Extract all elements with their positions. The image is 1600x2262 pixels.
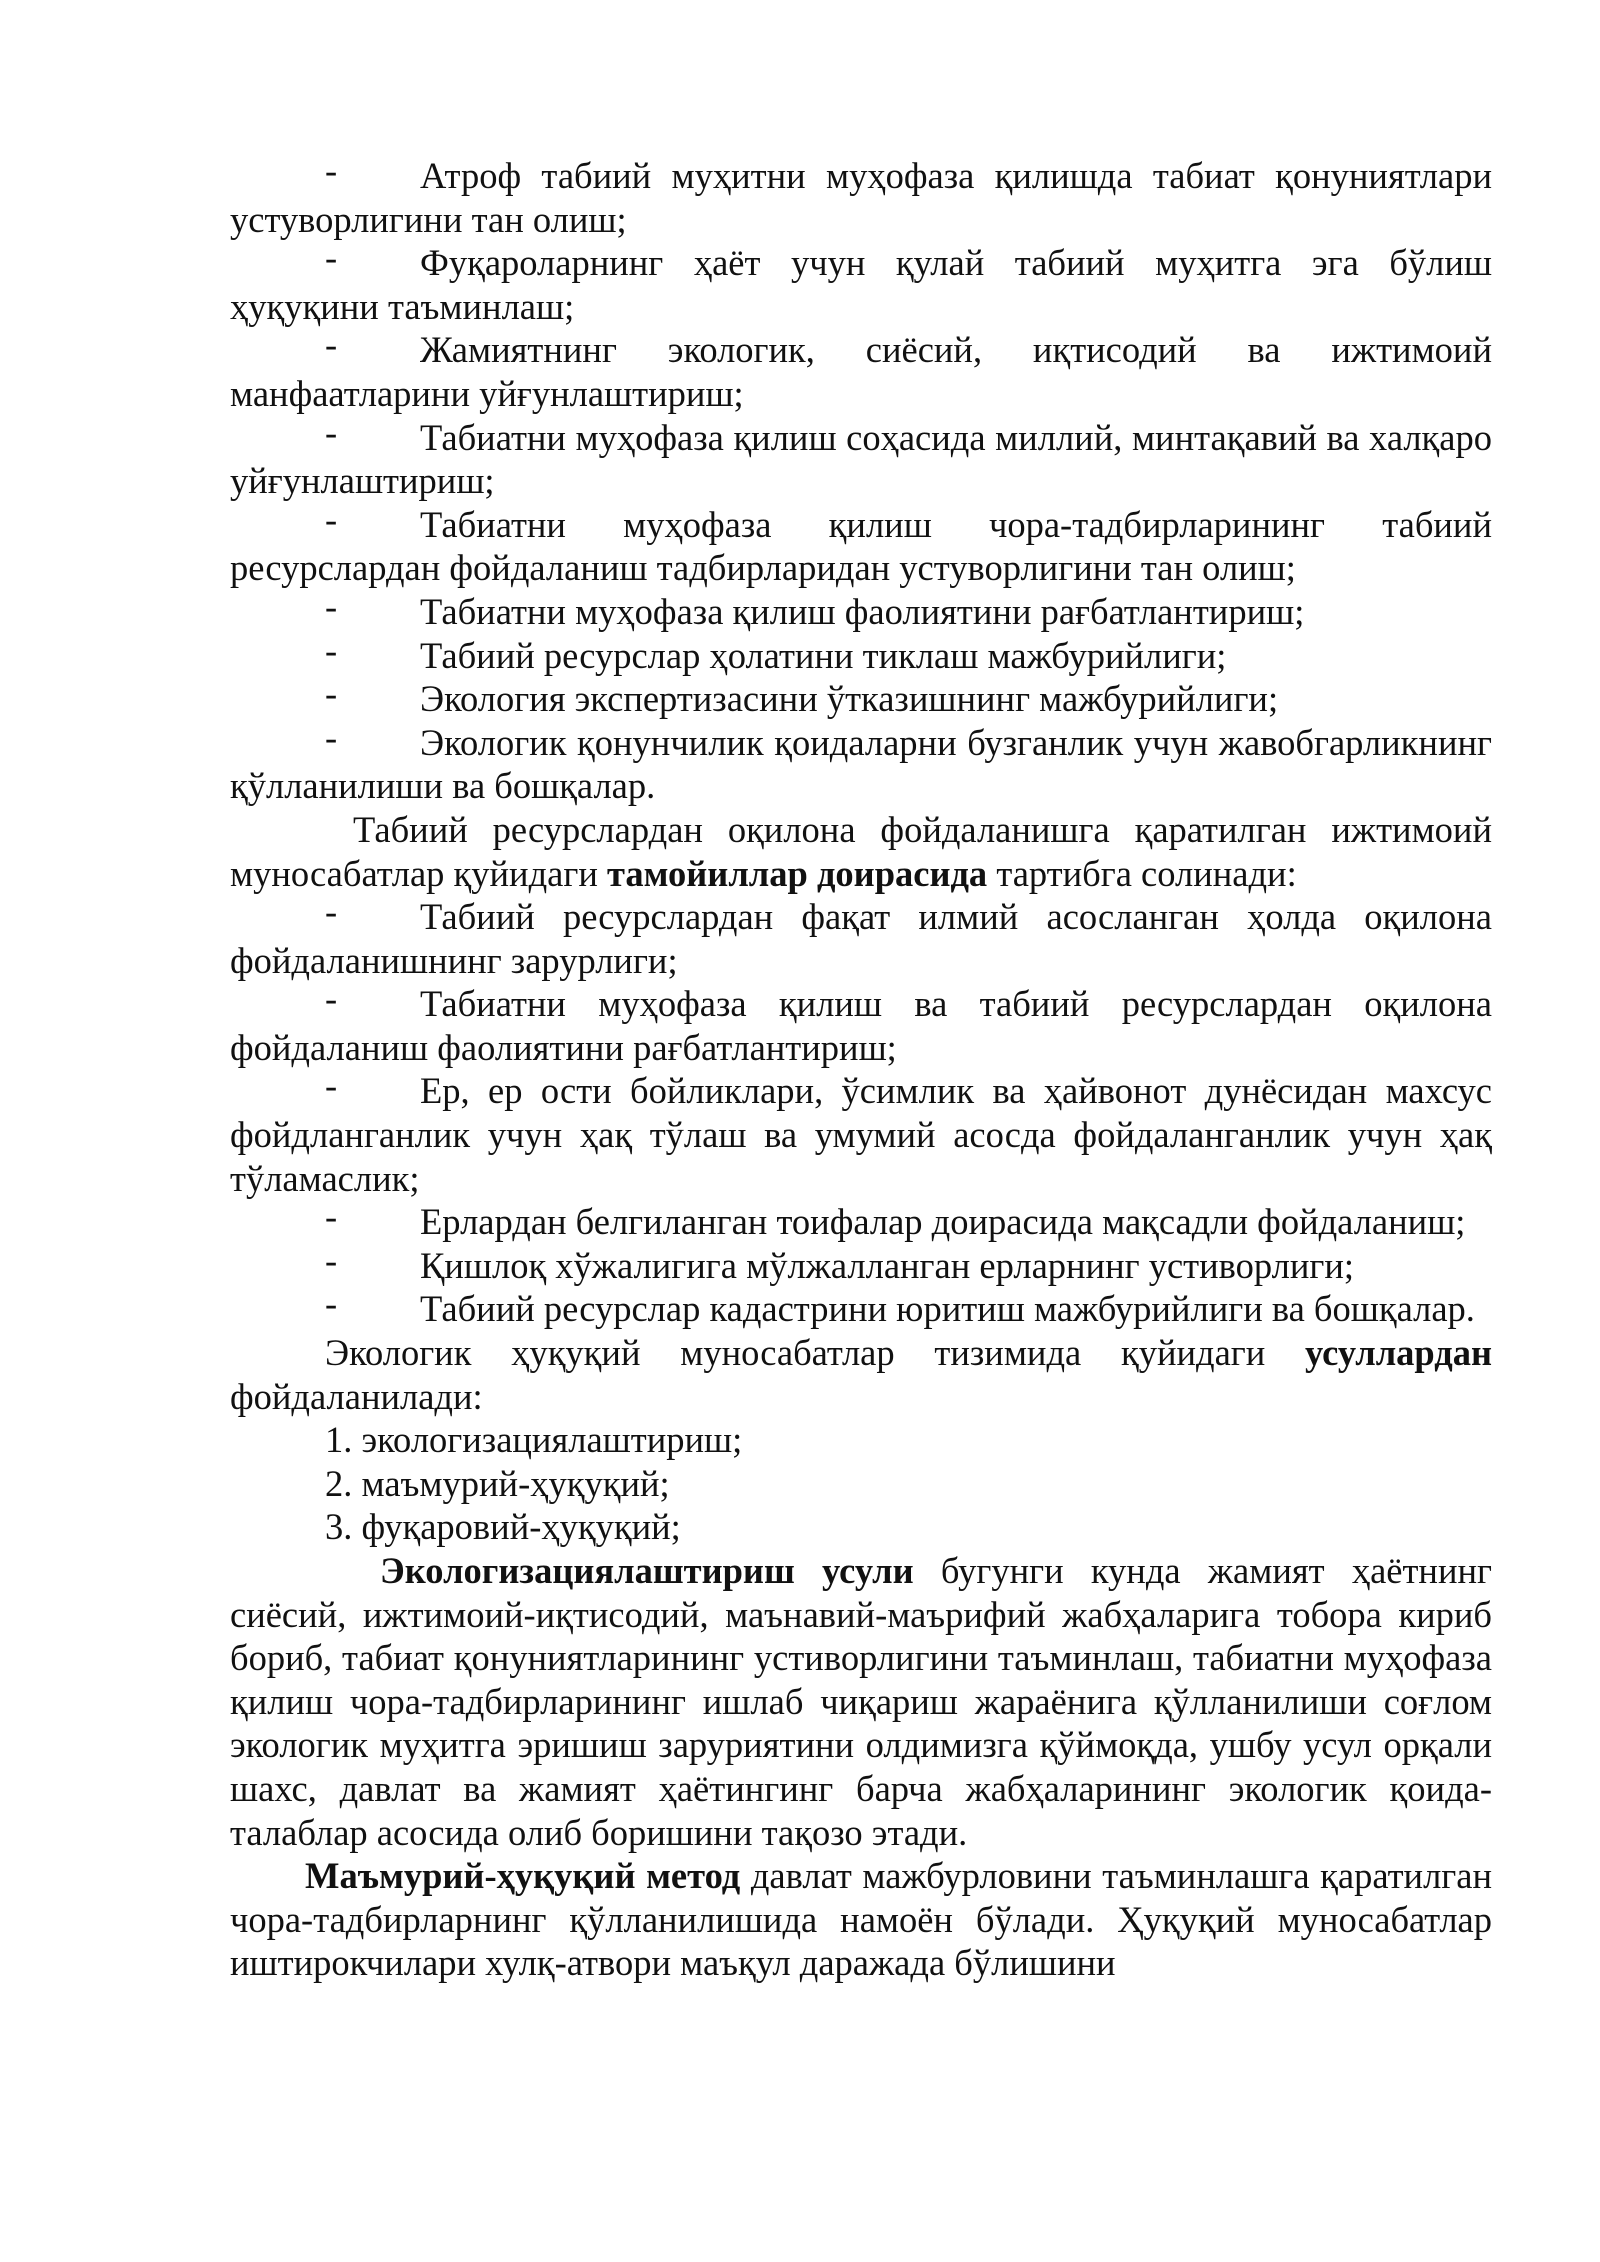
- principles-list-2: [230, 891, 1492, 1331]
- paragraph-ecologization: [230, 1549, 1492, 1854]
- list-item: [230, 585, 1492, 634]
- list-item: [230, 673, 1492, 721]
- bold-term: Экологизациялаштириш усули: [380, 1550, 914, 1591]
- list-item: [230, 1283, 1492, 1331]
- bullet-dash: -: [325, 1283, 338, 1325]
- list-item-text: Атроф табиий муҳитни муҳофаза қилишда табиат қонуниятлари устуворлигини тан олиш;: [230, 155, 1492, 240]
- principles-list-1: [230, 150, 1492, 808]
- list-item-text: Экологик қонунчилик қоидаларни бузганлик учун жавобгарликнинг қўлланилиши ва бошқалар.: [230, 721, 1492, 807]
- bullet-dash: -: [325, 1196, 338, 1238]
- paragraph-methods-intro: [230, 1331, 1492, 1418]
- list-item: [230, 150, 1492, 241]
- list-item-text: Табиатни муҳофаза қилиш фаолиятини рағбатлантириш;: [420, 590, 1305, 632]
- list-item: [230, 629, 1492, 678]
- numbered-item: 1. экологизациялаштириш;: [325, 1419, 743, 1461]
- bullet-dash: -: [325, 978, 338, 1020]
- list-item-text: Табиатни муҳофаза қилиш соҳасида миллий, минтақавий ва халқаро уйғунлаштириш;: [230, 416, 1492, 502]
- list-item: [230, 716, 1492, 808]
- list-item: [230, 498, 1492, 590]
- bullet-dash: -: [325, 629, 338, 671]
- list-item-text: Жамиятнинг экологик, сиёсий, иқтисодий ва ижтимоий манфаатларини уйғунлаштириш;: [230, 329, 1492, 414]
- bullet-dash: -: [325, 237, 338, 279]
- list-item: [230, 237, 1492, 328]
- bullet-dash: -: [325, 150, 338, 191]
- bullet-dash: -: [325, 891, 338, 933]
- list-item-text: Экология экспертизасини ўтказишнинг мажбурийлиги;: [420, 678, 1279, 720]
- list-item: [230, 411, 1492, 503]
- bullet-dash: -: [325, 673, 338, 715]
- bold-term: Маъмурий-ҳуқуқий метод: [305, 1855, 741, 1897]
- list-item: [230, 1239, 1492, 1288]
- list-item-text: Табиий ресурслар кадастрини юритиш мажбурийлиги ва бошқалар.: [420, 1288, 1475, 1330]
- paragraph-text: бугунги кунда жамият ҳаётнинг сиёсий, ижтимоий-иқтисодий, маънавий-маърифий жабҳаларига тобора кириб бориб, табиат қонуниятларининг устиворлигини таъминлаш, табиатни муҳофаза қилиш чора-тадбирларининг ишлаб чиқариш жараёнига қўлланилиши соғлом экологик муҳитга эришиш заруриятини олдимизга қўймоқда, ушбу усул орқали шахс, давлат ва жамият ҳаётингинг барча жабҳаларининг экологик қоида-талаблар асосида олиб боришини тақозо этади.: [230, 1550, 1492, 1853]
- bullet-dash: -: [325, 324, 338, 366]
- list-item: [230, 1196, 1492, 1244]
- list-item: [230, 978, 1492, 1069]
- list-item: [230, 891, 1492, 982]
- paragraph-resource-principles: [230, 808, 1492, 895]
- list-item-text: Ерлардан белгиланган тоифалар доирасида мақсадли фойдаланиш;: [420, 1201, 1466, 1243]
- list-item-text: Қишлоқ хўжалигига мўлжалланган ерларнинг устиворлиги;: [420, 1244, 1355, 1286]
- bullet-dash: -: [325, 1239, 338, 1281]
- paragraph-text: тартибга солинади:: [987, 852, 1297, 894]
- bullet-dash: -: [325, 585, 338, 627]
- numbered-item: 3. фуқаровий-ҳуқуқий;: [325, 1506, 681, 1548]
- paragraph-administrative: [230, 1854, 1492, 1985]
- list-item-text: Табиатни муҳофаза қилиш ва табиий ресурслардан оқилона фойдаланиш фаолиятини рағбатлантириш;: [230, 983, 1492, 1068]
- methods-list: [230, 1418, 1492, 1549]
- paragraph-text: Экологик ҳуқуқий муносабатлар тизимида қуйидаги: [325, 1332, 1306, 1374]
- bold-term: усуллардан: [1305, 1332, 1492, 1374]
- list-item-text: Табиий ресурслар ҳолатини тиклаш мажбурийлиги;: [420, 634, 1227, 676]
- numbered-item: 2. маъмурий-ҳуқуқий;: [325, 1462, 670, 1504]
- document-page: [230, 150, 1492, 1985]
- list-item: [230, 1065, 1492, 1200]
- paragraph-text: фойдаланилади:: [230, 1375, 483, 1417]
- bullet-dash: -: [325, 1065, 338, 1107]
- list-item: [230, 324, 1492, 415]
- bullet-dash: -: [325, 498, 338, 540]
- list-item-text: Ер, ер ости бойликлари, ўсимлик ва ҳайвонот дунёсидан махсус фойдланганлик учун ҳақ тўлаш ва умумий асосда фойдаланганлик учун ҳақ тўламаслик;: [230, 1070, 1492, 1199]
- list-item-text: Табиий ресурслардан фақат илмий асосланган ҳолда оқилона фойдаланишнинг зарурлиги;: [230, 896, 1492, 981]
- bullet-dash: -: [325, 411, 338, 453]
- list-item-text: Фуқароларнинг ҳаёт учун қулай табиий муҳитга эга бўлиш ҳуқуқини таъминлаш;: [230, 242, 1492, 327]
- paragraph-text: Табиий ресурслардан оқилона фойдаланишга қаратилган ижтимоий муносабатлар қуйидаги: [230, 808, 1492, 894]
- list-item-text: Табиатни муҳофаза қилиш чора-тадбирларининг табиий ресурслардан фойдаланиш тадбирларидан устуворлигини тан олиш;: [230, 503, 1492, 589]
- paragraph-text: давлат мажбурловини таъминлашга қаратилган чора-тадбирларнинг қўлланилишида намоён бўлади. Ҳуқуқий муносабатлар иштирокчилари хулқ-атвори маъқул даражада бўлишини: [230, 1855, 1492, 1984]
- bullet-dash: -: [325, 716, 338, 758]
- bold-term: тамойиллар доирасида: [607, 852, 988, 894]
